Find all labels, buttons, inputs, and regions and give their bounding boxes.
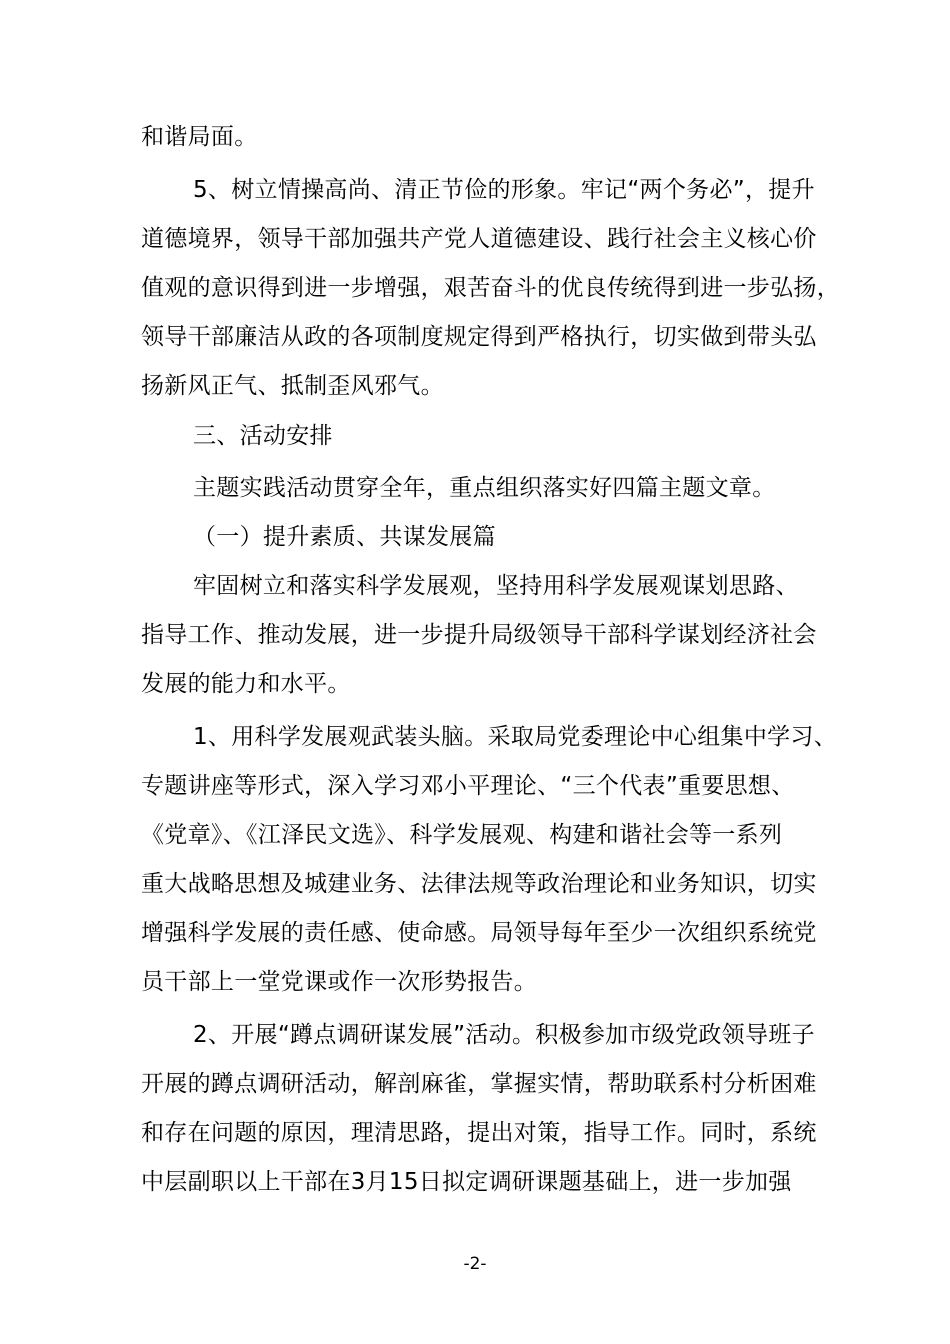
- paragraph-line: 重大战略思想及城建业务、法律法规等政治理论和业务知识，切实: [141, 871, 817, 897]
- paragraph-line: 主题实践活动贯穿全年，重点组织落实好四篇主题文章。: [193, 475, 776, 501]
- paragraph-line: 2、开展“蹲点调研谋发展”活动。积极参加市级党政领导班子: [193, 1022, 815, 1048]
- paragraph-line: 员干部上一堂党课或作一次形势报告。: [141, 969, 538, 995]
- paragraph-line: 增强科学发展的责任感、使命感。局领导每年至少一次组织系统党: [141, 920, 817, 946]
- paragraph-line: 中层副职以上干部在3月15日拟定调研课题基础上，进一步加强: [141, 1169, 792, 1195]
- subsection-heading: （一）提升素质、共谋发展篇: [193, 524, 496, 550]
- paragraph-line: 开展的蹲点调研活动，解剖麻雀，掌握实情，帮助联系村分析困难: [141, 1071, 817, 1097]
- paragraph-line: 领导干部廉洁从政的各项制度规定得到严格执行，切实做到带头弘: [141, 324, 817, 350]
- section-heading: 三、活动安排: [193, 423, 333, 449]
- paragraph-line: 专题讲座等形式，深入学习邓小平理论、“三个代表”重要思想、: [141, 773, 795, 799]
- paragraph-line: 5、树立情操高尚、清正节俭的形象。牢记“两个务必”，提升: [193, 177, 815, 203]
- page-number: -2-: [463, 1254, 487, 1274]
- paragraph-line: 1、用科学发展观武装头脑。采取局党委理论中心组集中学习、: [193, 724, 838, 750]
- paragraph-line: 发展的能力和水平。: [141, 671, 351, 697]
- paragraph-line: 牢固树立和落实科学发展观，坚持用科学发展观谋划思路、: [193, 573, 799, 599]
- paragraph-line: 道德境界，领导干部加强共产党人道德建设、践行社会主义核心价: [141, 226, 817, 252]
- paragraph-line: 和存在问题的原因，理清思路，提出对策，指导工作。同时，系统: [141, 1120, 817, 1146]
- paragraph-line: 值观的意识得到进一步增强，艰苦奋斗的优良传统得到进一步弘扬，: [141, 275, 840, 301]
- paragraph-line: 扬新风正气、抵制歪风邪气。: [141, 373, 444, 399]
- paragraph-line: 和谐局面。: [141, 124, 258, 150]
- paragraph-line: 《党章》、《江泽民文选》、科学发展观、构建和谐社会等一系列: [141, 822, 783, 848]
- paragraph-line: 指导工作、推动发展，进一步提升局级领导干部科学谋划经济社会: [141, 622, 817, 648]
